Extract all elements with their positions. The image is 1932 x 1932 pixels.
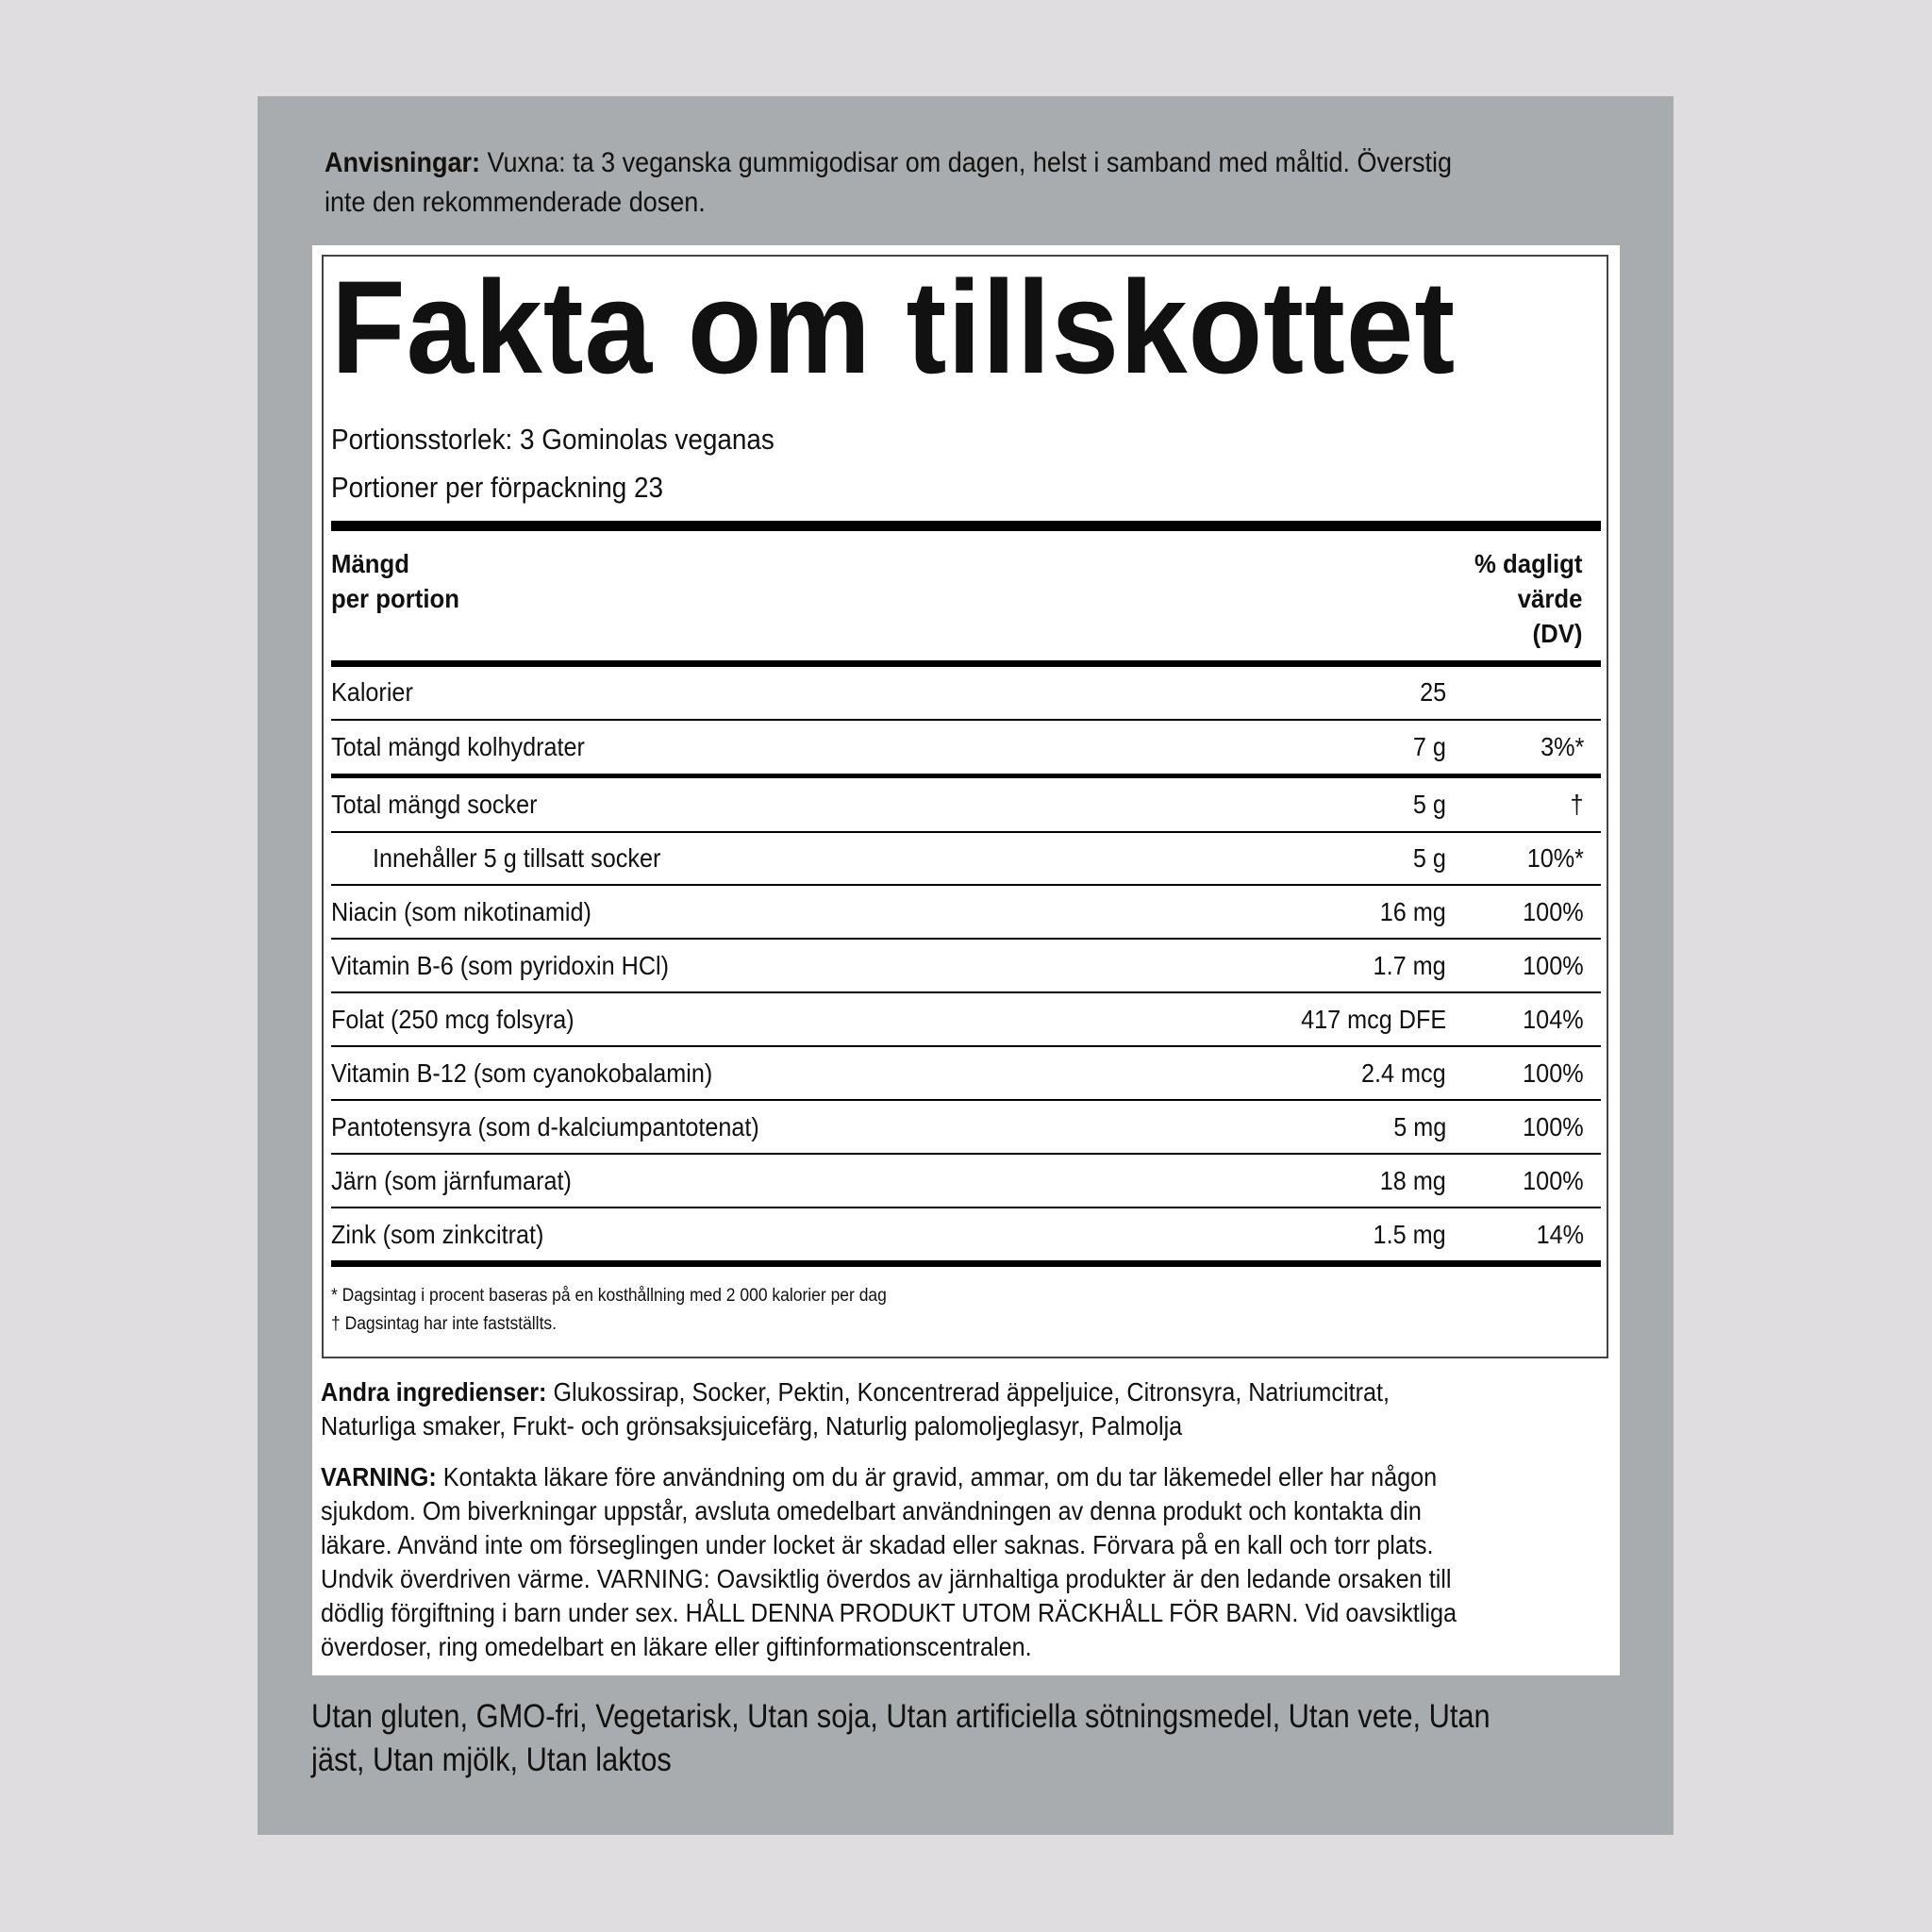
- nutrient-amount: 1.7 mg: [1373, 951, 1446, 980]
- dv-header-line3: (DV): [1532, 619, 1582, 648]
- nutrient-amount: 2.4 mcg: [1361, 1058, 1446, 1088]
- amount-header-line1: Mängd: [331, 549, 410, 578]
- nutrient-amount: 18 mg: [1379, 1166, 1446, 1195]
- nutrient-name: Vitamin B-12 (som cyanokobalamin): [331, 1058, 713, 1088]
- ingredients-label: Andra ingredienser:: [321, 1377, 547, 1407]
- nutrient-amount: 5 g: [1412, 790, 1446, 819]
- nutrient-dv: †: [1570, 790, 1584, 819]
- other-ingredients: [321, 1375, 1484, 1443]
- facts-title: Fakta om tillskottet: [331, 253, 1457, 401]
- amount-header-line2: per portion: [331, 584, 459, 613]
- nutrient-dv: 10%*: [1526, 843, 1584, 873]
- thick-rule-top: [331, 521, 1601, 531]
- nutrient-name: Järn (som järnfumarat): [331, 1166, 572, 1195]
- nutrient-amount: 5 mg: [1392, 1112, 1446, 1141]
- nutrient-name: Folat (250 mcg folsyra): [331, 1005, 575, 1034]
- dv-header: [1474, 546, 1582, 651]
- table-row: [331, 938, 1601, 991]
- nutrient-dv: 100%: [1523, 951, 1584, 980]
- footnote-calories: * Dagsintag i procent baseras på en kosthållning med 2 000 kalorier per dag: [331, 1286, 887, 1306]
- thick-rule-bottom: [331, 1260, 1601, 1267]
- warning-text: Kontakta läkare före användning om du är gravid, ammar, om du tar läkemedel eller har någon sjukdom. Om biverkningar uppstår, avsluta omedelbart användningen av denna produkt och kontakta din läkare. Använd inte om förseglingen under locket är skadad eller saknas. Förvara på en kall och torr plats. Undvik överdriven värme. VARNING: Oavsiktlig överdos av järnhaltiga produkter är den ledande orsaken till dödlig förgiftning i barn under sex. HÅLL DENNA PRODUKT UTOM RÄCKHÅLL FÖR BARN. Vid oavsiktliga överdoser, ring omedelbart en läkare eller giftinformationscentralen.: [321, 1462, 1457, 1661]
- nutrient-dv: 104%: [1523, 1005, 1584, 1034]
- table-row: [331, 776, 1601, 830]
- warning: [321, 1460, 1484, 1664]
- table-row: [331, 884, 1601, 938]
- nutrient-name: Total mängd kolhydrater: [331, 732, 585, 761]
- ingredients-text: Glukossirap, Socker, Pektin, Koncentrerad äppeljuice, Citronsyra, Natriumcitrat, Naturliga smaker, Frukt- och grönsaksjuicefärg, Naturlig palomoljeglasyr, Palmolja: [321, 1377, 1391, 1441]
- nutrient-name: Kalorier: [331, 677, 413, 707]
- free-from-claims: Utan gluten, GMO-fri, Vegetarisk, Utan soja, Utan artificiella sötningsmedel, Utan vete, Utan jäst, Utan mjölk, Utan laktos: [311, 1698, 1491, 1778]
- footnote-dv-not-established: † Dagsintag har inte fastställts.: [331, 1314, 558, 1334]
- nutrient-dv: 100%: [1523, 1112, 1584, 1141]
- table-row: [331, 830, 1601, 884]
- nutrient-name: Pantotensyra (som d-kalciumpantotenat): [331, 1112, 759, 1141]
- table-row: [331, 991, 1601, 1045]
- servings-per-container: Portioner per förpackning 23: [331, 471, 664, 504]
- nutrient-dv: 3%*: [1540, 732, 1584, 761]
- table-row: [331, 719, 1601, 773]
- nutrient-amount: 5 g: [1412, 843, 1446, 873]
- amount-header: [331, 546, 459, 616]
- directions: [325, 143, 1462, 223]
- nutrient-dv: 100%: [1523, 1058, 1584, 1088]
- nutrient-name: Vitamin B-6 (som pyridoxin HCl): [331, 951, 670, 980]
- table-row: [331, 664, 1601, 718]
- nutrient-name: Zink (som zinkcitrat): [331, 1220, 544, 1249]
- dv-header-line1: % dagligt: [1474, 549, 1582, 578]
- nutrient-amount: 16 mg: [1379, 897, 1446, 926]
- nutrient-amount: 7 g: [1412, 732, 1446, 761]
- table-row: [331, 1207, 1601, 1260]
- nutrient-amount: 1.5 mg: [1373, 1220, 1446, 1249]
- directions-label: Anvisningar:: [325, 147, 481, 178]
- warning-label: VARNING:: [321, 1462, 437, 1491]
- nutrient-name: Niacin (som nikotinamid): [331, 897, 591, 926]
- table-row: [331, 1153, 1601, 1207]
- table-row: [331, 1099, 1601, 1153]
- nutrient-dv: 100%: [1523, 1166, 1584, 1195]
- nutrient-name: Innehåller 5 g tillsatt socker: [373, 843, 661, 873]
- nutrient-dv: 100%: [1523, 897, 1584, 926]
- directions-text: Vuxna: ta 3 veganska gummigodisar om dagen, helst i samband med måltid. Överstig inte den rekommenderade dosen.: [325, 147, 1453, 218]
- dv-header-line2: värde: [1517, 584, 1582, 613]
- nutrient-dv: 14%: [1536, 1220, 1584, 1249]
- table-row: [331, 1045, 1601, 1099]
- nutrient-amount: 25: [1419, 677, 1446, 707]
- serving-size: Portionsstorlek: 3 Gominolas veganas: [331, 423, 774, 456]
- nutrient-amount: 417 mcg DFE: [1300, 1005, 1446, 1034]
- nutrient-name: Total mängd socker: [331, 790, 538, 819]
